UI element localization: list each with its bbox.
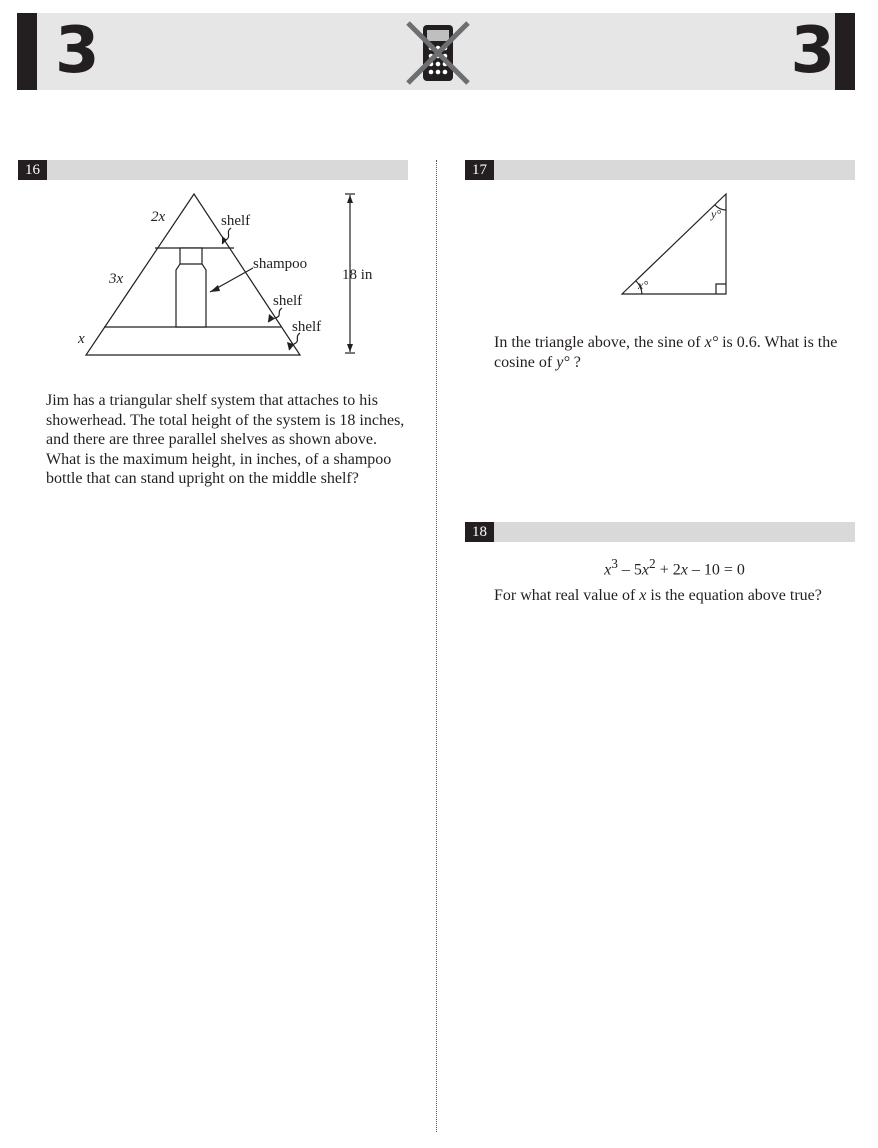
section-header xyxy=(17,13,855,90)
header-edge-block-right xyxy=(835,13,855,90)
eq-term4: – 10 = 0 xyxy=(687,561,745,579)
question-18-number: 18 xyxy=(465,522,494,542)
label-height: 18 in xyxy=(342,267,373,283)
question-17-bar xyxy=(465,160,855,180)
q18-equation xyxy=(494,556,855,579)
q18-var-x: x xyxy=(639,587,647,604)
q17-right-triangle-figure xyxy=(615,190,735,300)
question-16-text: Jim has a triangular shelf system that attaches to his showerhead. The total height of the system is 18 inches, and there are three parallel shelves as shown above. What is the maximum height, in inches, of a shampoo bottle that can stand upright on the middle shelf? xyxy=(46,392,405,487)
label-2x: 2x xyxy=(151,209,166,225)
eq-x1: x xyxy=(604,561,612,579)
shampoo-arrowhead xyxy=(210,285,220,292)
eq-term3: + 2 xyxy=(655,561,681,579)
eq-x2: x xyxy=(641,561,650,579)
eq-term2: – 5 xyxy=(617,561,642,579)
eq-exp3: 3 xyxy=(611,556,618,571)
shampoo-bottle xyxy=(176,248,206,327)
label-shampoo: shampoo xyxy=(253,256,308,272)
label-y-angle: y° xyxy=(711,207,722,221)
eq-exp2: 2 xyxy=(649,556,656,571)
label-shelf-top: shelf xyxy=(221,213,251,229)
no-calculator-icon xyxy=(404,17,472,87)
section-number-right: 3 xyxy=(790,14,835,88)
label-shelf-bottom: shelf xyxy=(292,319,322,335)
question-18-bar xyxy=(465,522,855,542)
label-x-angle: x° xyxy=(638,278,649,292)
q17-var-y: y° xyxy=(556,353,570,371)
q17-var-x: x° xyxy=(704,334,719,351)
question-18-text xyxy=(494,586,864,606)
question-16-bar xyxy=(18,160,408,180)
eq-x3: x xyxy=(680,561,688,579)
q18-text-part2: is the equation above true? xyxy=(646,587,822,604)
q18-text-part1: For what real value of xyxy=(494,587,640,604)
right-angle-marker xyxy=(716,284,726,294)
q17-text-part3: ? xyxy=(569,353,581,371)
q16-shelf-figure xyxy=(60,185,400,365)
column-divider xyxy=(436,160,437,1132)
label-3x: 3x xyxy=(109,271,124,287)
section-number-left: 3 xyxy=(55,14,100,88)
q17-text-part2: is 0.6. What is the cosine of xyxy=(494,334,838,371)
label-shelf-middle: shelf xyxy=(273,293,303,309)
question-17-text xyxy=(494,333,852,372)
label-x: x xyxy=(78,331,85,347)
question-16-number: 16 xyxy=(18,160,47,180)
header-edge-block-left xyxy=(17,13,37,90)
q17-text-part1: In the triangle above, the sine of xyxy=(494,334,705,351)
question-17-number: 17 xyxy=(465,160,494,180)
